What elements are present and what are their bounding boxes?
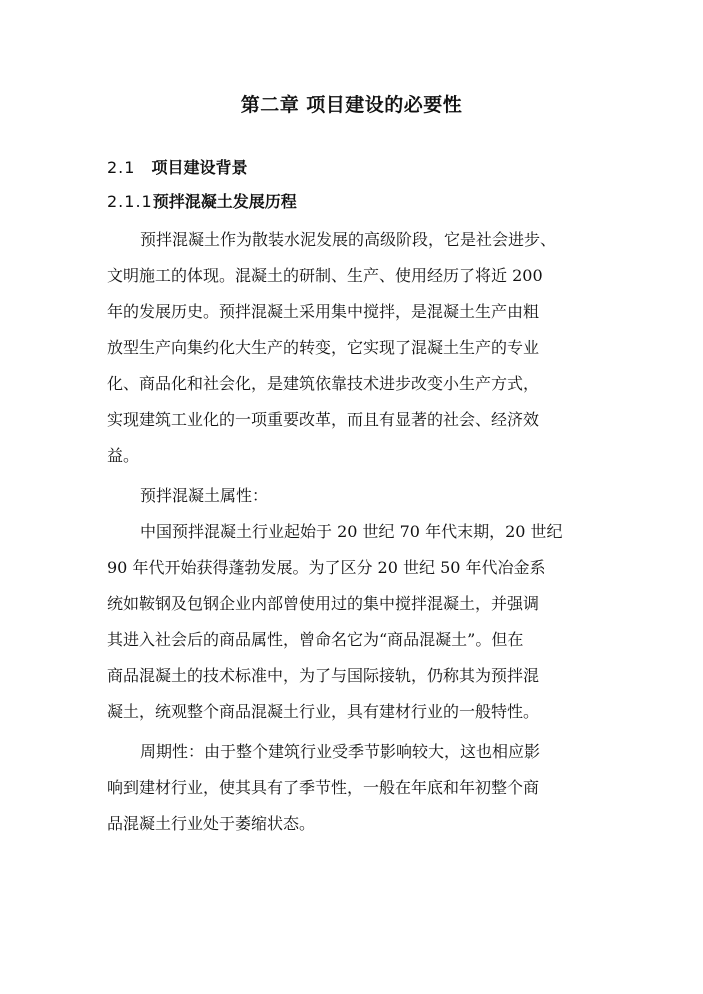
paragraph-line: 凝土，统观整个商品混凝土行业，具有建材行业的一般特性。 xyxy=(107,702,540,721)
paragraph-line: 化、商品化和社会化，是建筑依靠技术进步改变小生产方式， xyxy=(107,374,540,393)
paragraph-line: 放型生产向集约化大生产的转变，它实现了混凝土生产的专业 xyxy=(107,338,540,357)
attribute-heading: 预拌混凝土属性： xyxy=(140,486,269,505)
subsection-heading xyxy=(107,189,297,212)
paragraph-line: 90 年代开始获得蓬勃发展。为了区分 20 世纪 50 年代冶金系 xyxy=(107,558,546,577)
paragraph-line: 商品混凝土的技术标准中，为了与国际接轨，仍称其为预拌混 xyxy=(107,666,540,685)
subsection-number: 2.1.1 xyxy=(107,192,153,211)
paragraph-line: 周期性：由于整个建筑行业受季节影响较大，这也相应影 xyxy=(140,742,541,761)
subsection-title: 预拌混凝土发展历程 xyxy=(152,192,297,211)
paragraph-line: 中国预拌混凝土行业起始于 20 世纪 70 年代末期，20 世纪 xyxy=(140,522,563,541)
paragraph-line: 品混凝土行业处于萎缩状态。 xyxy=(107,814,316,833)
paragraph-line: 其进入社会后的商品属性，曾命名它为“商品混凝土”。但在 xyxy=(107,630,524,649)
paragraph-line: 统如鞍钢及包钢企业内部曾使用过的集中搅拌混凝土，并强调 xyxy=(107,594,540,613)
paragraph-line: 年的发展历史。预拌混凝土采用集中搅拌，是混凝土生产由粗 xyxy=(107,302,540,321)
section-heading xyxy=(107,155,247,178)
paragraph-line: 文明施工的体现。混凝土的研制、生产、使用经历了将近 200 xyxy=(107,266,543,285)
section-number: 2.1 xyxy=(107,158,136,177)
paragraph-line: 益。 xyxy=(107,446,140,465)
section-title: 项目建设背景 xyxy=(151,158,248,177)
paragraph-line: 实现建筑工业化的一项重要改革，而且有显著的社会、经济效 xyxy=(107,410,540,429)
chapter-title: 第二章 项目建设的必要性 xyxy=(240,94,463,116)
paragraph-line: 预拌混凝土作为散装水泥发展的高级阶段，它是社会进步、 xyxy=(140,230,557,249)
paragraph-line: 响到建材行业，使其具有了季节性，一般在年底和年初整个商 xyxy=(107,778,540,797)
